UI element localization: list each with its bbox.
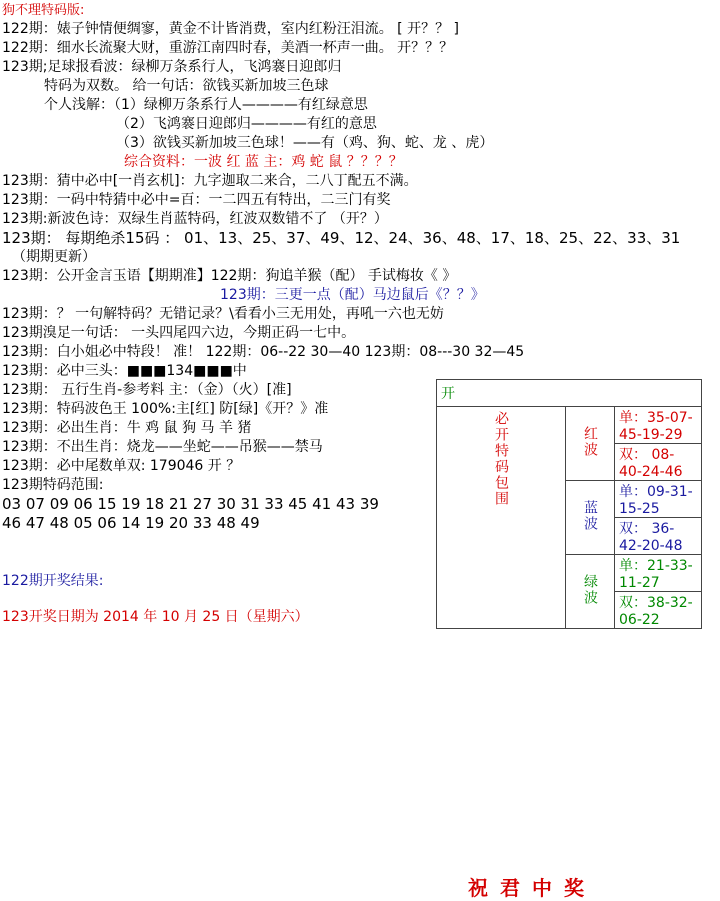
- line-15: 123期：三更一点（配）马边鼠后《？？》: [220, 287, 485, 303]
- line-27: 46 47 48 05 06 14 19 20 33 48 49: [2, 514, 260, 532]
- green-wave-label: 绿波: [582, 573, 598, 606]
- line-13: （期期更新）: [12, 249, 96, 265]
- line-25: 123期特码范围:: [2, 477, 104, 493]
- blue-wave-label: 蓝波: [582, 499, 598, 532]
- table-side-label-cell: [437, 407, 566, 629]
- blessing-text: 祝君中奖: [468, 876, 596, 900]
- line-1: 122期：婊子钟情便绸寥，黄金不计皆消费，室内红粉汪泪流。 [ 开？？ ]: [2, 21, 459, 37]
- line-7: （3）欲钱买新加坡三色球！——有（鸡、狗、蛇、龙 、虎）: [116, 135, 494, 151]
- draw-date-line: 123开奖日期为 2014 年 10 月 25 日（星期六）: [2, 609, 309, 625]
- green-wave-single: 单：21-33-11-27: [615, 555, 702, 592]
- wave-color-table: [436, 379, 702, 629]
- line-5: 个人浅解：（1）绿柳万条系行人————有红绿意思: [44, 97, 368, 113]
- line-8: 综合资料：一波 红 蓝 主：鸡 蛇 鼠 ？？？？: [124, 154, 403, 170]
- blue-wave-double: 双： 36-42-20-48: [615, 518, 702, 555]
- line-24: 123期：必中尾数单双: 179046 开 ？: [2, 458, 241, 474]
- blue-wave-cell: [566, 481, 615, 555]
- line-23: 123期：不出生肖：烧龙——坐蛇——吊猴——禁马: [2, 439, 323, 455]
- red-wave-double: 双： 08-40-24-46: [615, 444, 702, 481]
- line-9: 123期：猜中必中[一肖玄机]：九字迦取二来合，二八丁配五不满。: [2, 173, 418, 189]
- table-header: 开: [437, 380, 702, 407]
- line-11: 123期:新波色诗：双绿生肖蓝特码，红波双数错不了 （开？）: [2, 211, 388, 227]
- line-18: 123期：白小姐必中特段！ 准！ 122期：06--22 30—40 123期：08---30 32—45: [2, 344, 525, 360]
- line-20: 123期： 五行生肖-参考料 主：（金）（火）[准]: [2, 382, 292, 398]
- line-14: 123期：公开金言玉语【期期准】122期：狗追羊猴（配） 手试梅妆《 》: [2, 268, 457, 284]
- line-17: 123期溴足一句话： 一头四尾四六边，今期正码一七中。: [2, 325, 356, 341]
- result-line: 122期开奖结果:: [2, 573, 104, 589]
- table-side-label: 必开特码包围: [493, 411, 509, 507]
- red-wave-single: 单：35-07-45-19-29: [615, 407, 702, 444]
- line-4: 特码为双数。 给一句话：欲钱买新加坡三色球: [44, 78, 329, 94]
- line-26: 03 07 09 06 15 19 18 21 27 30 31 33 45 41 43 39: [2, 495, 379, 513]
- line-16: 123期：？ 一句解特码？无错记录？\看看小三无用处，再吼一六也无妨: [2, 306, 444, 322]
- blue-wave-single: 单：09-31-15-25: [615, 481, 702, 518]
- red-wave-label: 红波: [582, 425, 598, 458]
- line-21: 123期：特码波色王 100%:主[红] 防[绿]《开？》准: [2, 401, 329, 417]
- green-wave-cell: [566, 555, 615, 629]
- line-22: 123期：必出生肖：牛 鸡 鼠 狗 马 羊 猪: [2, 420, 252, 436]
- line-12: 123期： 每期绝杀15码 ： 01、13、25、37、49、12、24、36、48、17、18、25、22、33、31: [2, 229, 681, 247]
- red-wave-cell: [566, 407, 615, 481]
- page-title: 狗不理特码版:: [2, 3, 85, 18]
- line-2: 122期：细水长流聚大财，重游江南四时春，美酒一杯声一曲。 开？？？: [2, 40, 454, 56]
- green-wave-double: 双：38-32-06-22: [615, 592, 702, 629]
- line-10: 123期：一码中特猜中必中=百：一二四五有特出，二三门有奖: [2, 192, 391, 208]
- line-6: （2）飞鸿褰日迎郎归————有红的意思: [116, 116, 377, 132]
- line-19: 123期：必中三头：■■■134■■■中: [2, 363, 247, 379]
- line-3: 123期;足球报看波：绿柳万条系行人，飞鸿褰日迎郎归: [2, 59, 342, 75]
